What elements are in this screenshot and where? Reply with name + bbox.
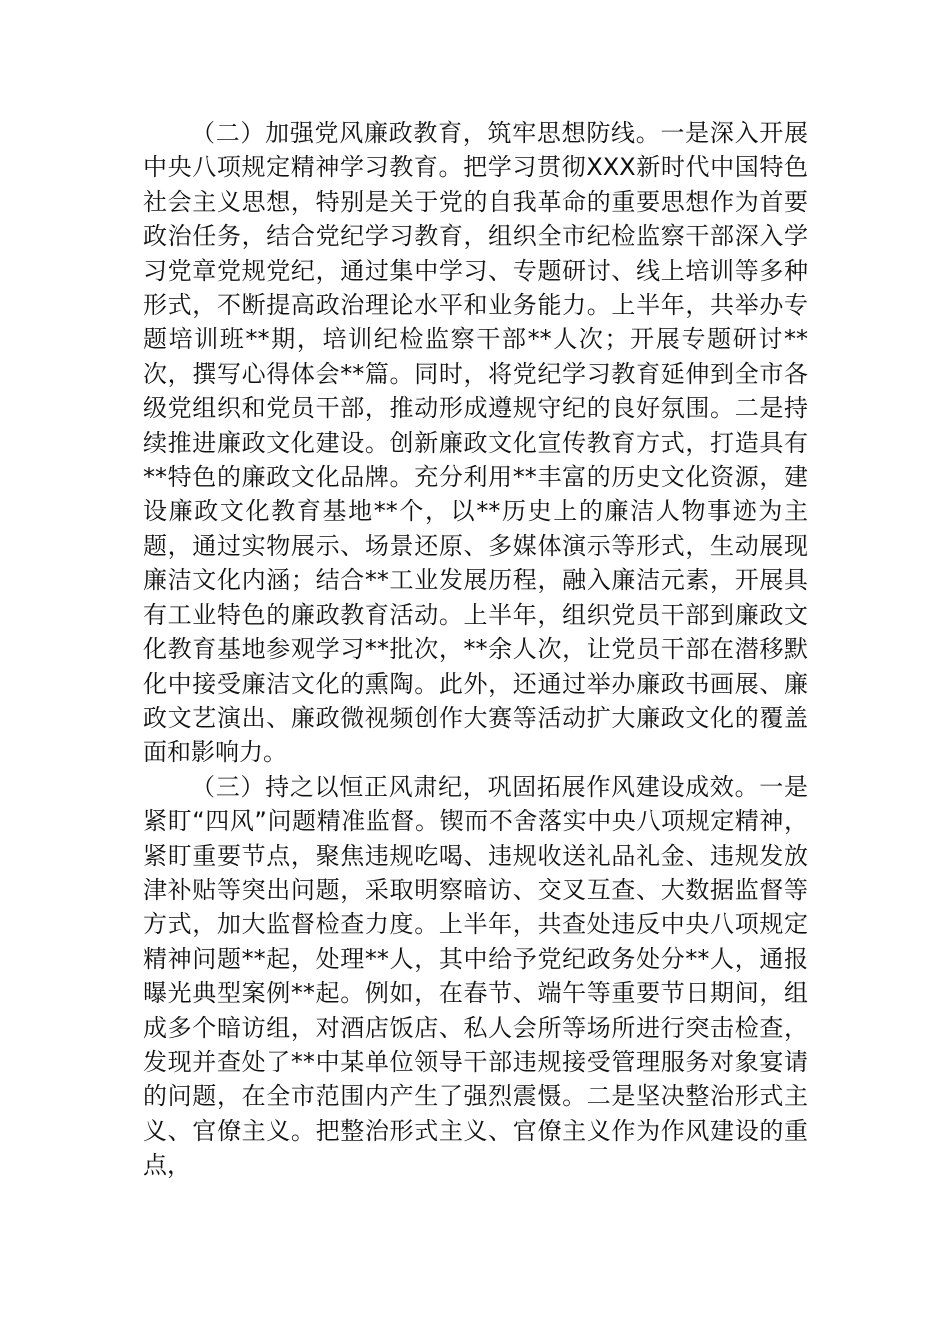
document-body xyxy=(143,116,808,1183)
paragraph-strengthen-education: （二）加强党风廉政教育，筑牢思想防线。一是深入开展中央八项规定精神学习教育。把学习贯彻XXX新时代中国特色社会主义思想，特别是关于党的自我革命的重要思想作为首要政治任务，结合党纪学习教育，组织全市纪检监察干部深入学习党章党规党纪，通过集中学习、专题研讨、线上培训等多种形式，不断提高政治理论水平和业务能力。上半年，共举办专题培训班**期，培训纪检监察干部**人次；开展专题研讨**次，撰写心得体会**篇。同时，将党纪学习教育延伸到全市各级党组织和党员干部，推动形成遵规守纪的良好氛围。二是持续推进廉政文化建设。创新廉政文化宣传教育方式，打造具有**特色的廉政文化品牌。充分利用**丰富的历史文化资源，建设廉政文化教育基地**个，以**历史上的廉洁人物事迹为主题，通过实物展示、场景还原、多媒体演示等形式，生动展现廉洁文化内涵；结合**工业发展历程，融入廉洁元素，开展具有工业特色的廉政教育活动。上半年，组织党员干部到廉政文化教育基地参观学习**批次，**余人次，让党员干部在潜移默化中接受廉洁文化的熏陶。此外，还通过举办廉政书画展、廉政文艺演出、廉政微视频创作大赛等活动扩大廉政文化的覆盖面和影响力。 xyxy=(143,119,808,767)
paragraph-rectify-conduct: （三）持之以恒正风肃纪，巩固拓展作风建设成效。一是紧盯“四风”问题精准监督。锲而不舍落实中央八项规定精神，紧盯重要节点，聚焦违规吃喝、违规收送礼品礼金、违规发放津补贴等突出问题，采取明察暗访、交叉互查、大数据监督等方式，加大监督检查力度。上半年，共查处违反中央八项规定精神问题**起，处理**人，其中给予党纪政务处分**人，通报曝光典型案例**起。例如，在春节、端午等重要节日期间，组成多个暗访组，对酒店饭店、私人会所等场所进行突击检查，发现并查处了**中某单位领导干部违规接受管理服务对象宴请的问题，在全市范围内产生了强烈震慑。二是坚决整治形式主义、官僚主义。把整治形式主义、官僚主义作为作风建设的重点， xyxy=(143,772,808,1180)
